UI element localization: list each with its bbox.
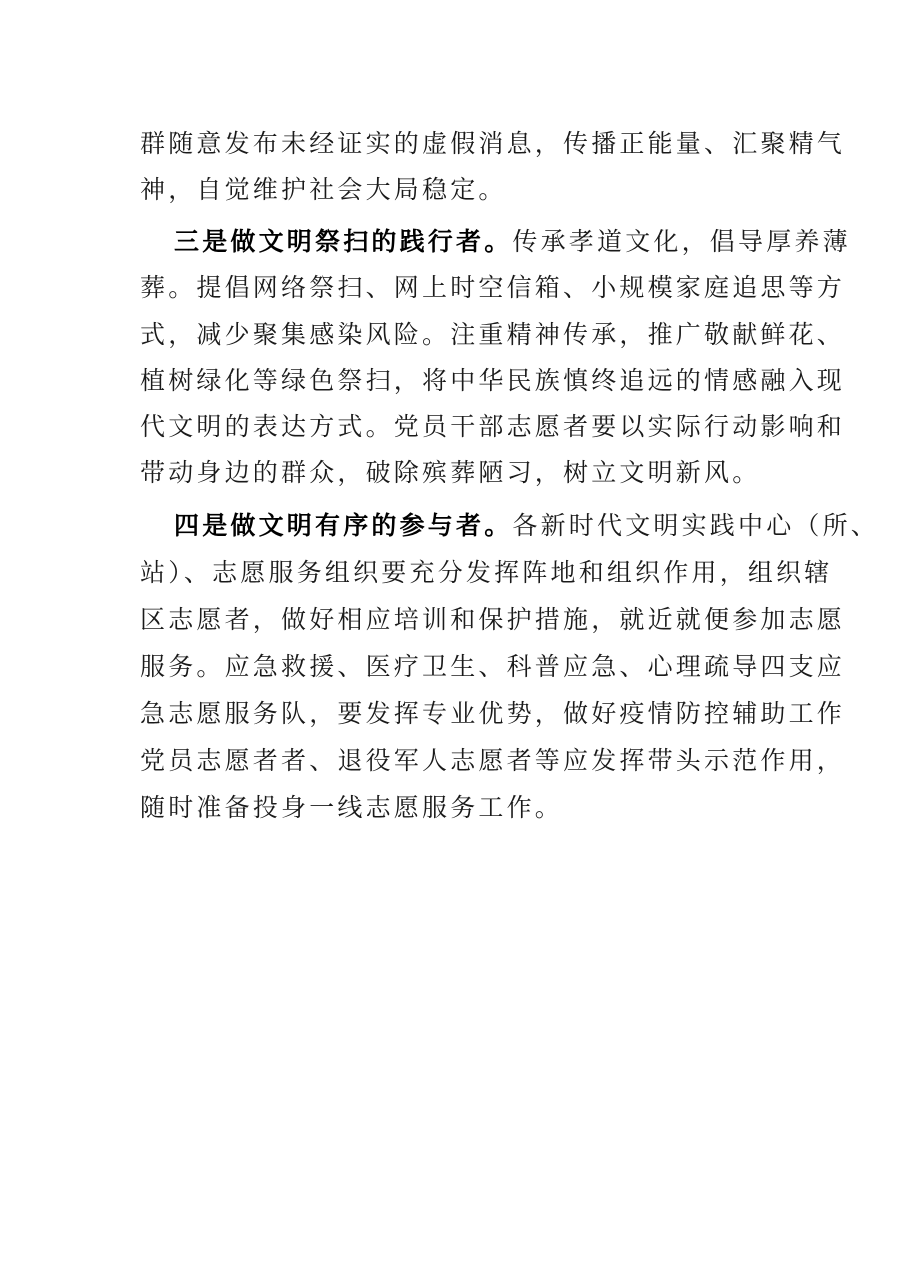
paragraph-line: 站）、志愿服务组织要充分发挥阵地和组织作用，组织辖 (140, 558, 833, 587)
paragraph-line: 神，自觉维护社会大局稳定。 (140, 175, 507, 204)
paragraph-line: 服务。应急救援、医疗卫生、科普应急、心理疏导四支应 (140, 652, 846, 681)
paragraph-line: 代文明的表达方式。党员干部志愿者要以实际行动影响和 (140, 412, 846, 441)
paragraph-first-line (174, 509, 879, 543)
paragraph-line: 群随意发布未经证实的虚假消息，传播正能量、汇聚精气 (140, 129, 846, 158)
paragraph-text: 各新时代文明实践中心（所、 (512, 511, 880, 540)
paragraph-line: 葬。提倡网络祭扫、网上时空信箱、小规模家庭追思等方 (140, 273, 846, 302)
paragraph-line: 植树绿化等绿色祭扫，将中华民族慎终追远的情感融入现 (140, 366, 846, 395)
paragraph-line: 党员志愿者者、退役军人志愿者等应发挥带头示范作用， (140, 746, 846, 775)
paragraph-line: 式，减少聚集感染风险。注重精神传承，推广敬献鲜花、 (140, 320, 846, 349)
paragraph-line: 急志愿服务队，要发挥专业优势，做好疫情防控辅助工作 (140, 699, 846, 728)
paragraph-line: 随时准备投身一线志愿服务工作。 (140, 793, 564, 822)
paragraph-heading: 四是做文明有序的参与者。 (174, 511, 513, 540)
paragraph-first-line (174, 225, 851, 259)
paragraph-line: 区志愿者，做好相应培训和保护措施，就近就便参加志愿 (140, 605, 846, 634)
paragraph-text: 传承孝道文化，倡导厚养薄 (512, 227, 851, 256)
paragraph-heading: 三是做文明祭扫的践行者。 (174, 227, 513, 256)
paragraph-line: 带动身边的群众，破除殡葬陋习，树立文明新风。 (140, 458, 761, 487)
